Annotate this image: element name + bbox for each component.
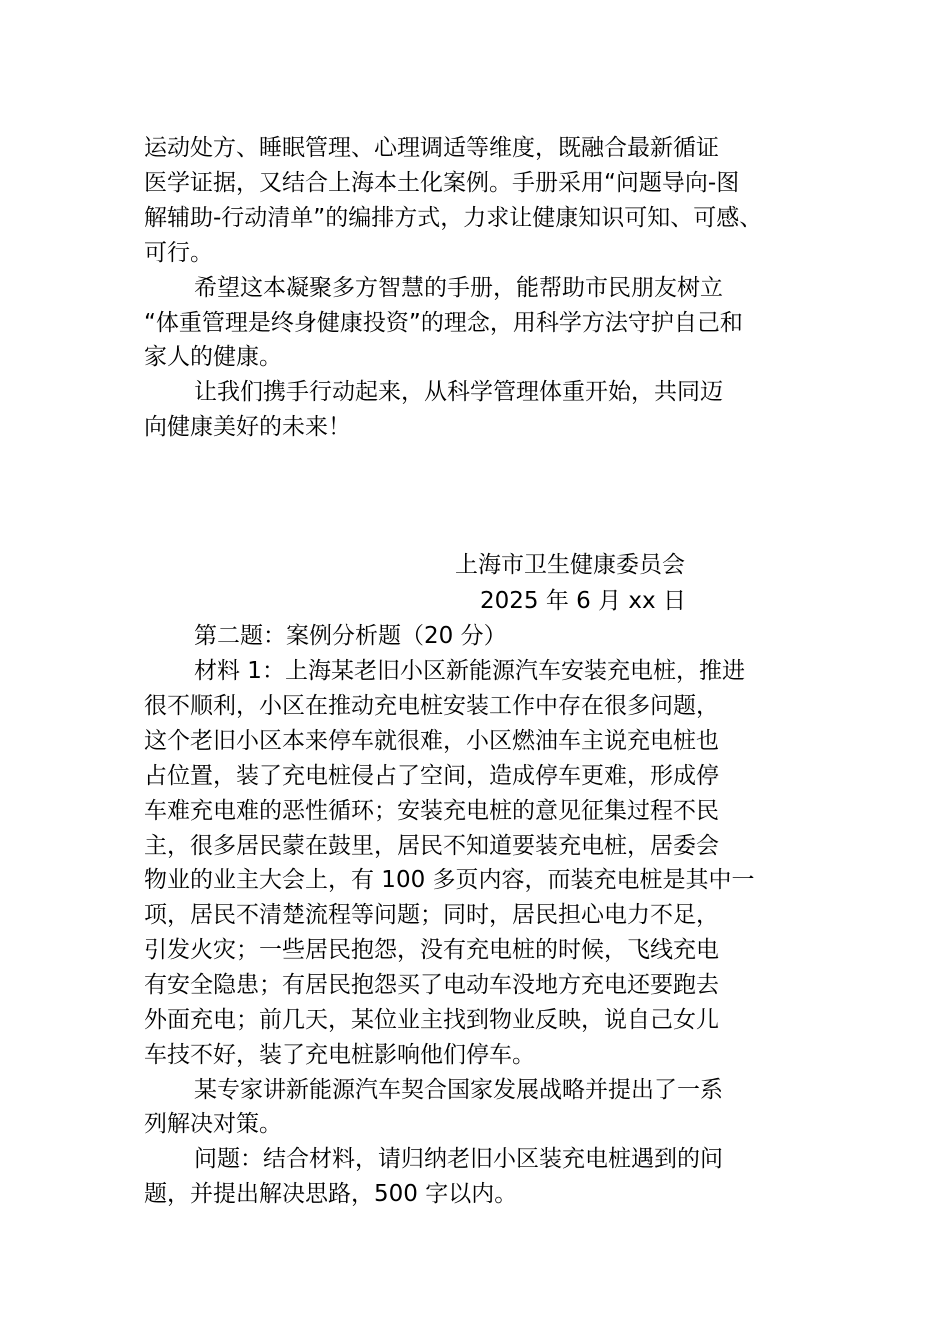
- question-heading: 第二题：案例分析题（20 分）: [194, 623, 507, 649]
- expert-line: 某专家讲新能源汽车契合国家发展战略并提出了一系: [194, 1077, 723, 1103]
- material-line: 物业的业主大会上，有 100 多页内容，而装充电桩是其中一: [144, 867, 755, 893]
- material-line: 车技不好，装了充电桩影响他们停车。: [144, 1042, 535, 1068]
- intro-line: 向健康美好的未来！: [144, 414, 351, 440]
- intro-line: 让我们携手行动起来，从科学管理体重开始，共同迈: [194, 379, 723, 405]
- material-line: 有安全隐患；有居民抱怨买了电动车没地方充电还要跑去: [144, 972, 719, 998]
- material-line: 很不顺利，小区在推动充电桩安装工作中存在很多问题，: [144, 693, 719, 719]
- intro-line: “体重管理是终身健康投资”的理念，用科学方法守护自己和: [144, 310, 743, 336]
- signature-date: 2025 年 6 月 xx 日: [480, 588, 686, 614]
- material-line: 主，很多居民蒙在鼓里，居民不知道要装充电桩，居委会: [144, 833, 719, 859]
- intro-line: 可行。: [144, 240, 213, 266]
- question-prompt-line: 题，并提出解决思路，500 字以内。: [144, 1181, 518, 1207]
- material-line: 引发火灾；一些居民抱怨，没有充电桩的时候，飞线充电: [144, 937, 719, 963]
- intro-line: 家人的健康。: [144, 344, 282, 370]
- material-line: 这个老旧小区本来停车就很难，小区燃油车主说充电桩也: [144, 728, 719, 754]
- material-line: 项，居民不清楚流程等问题；同时，居民担心电力不足，: [144, 902, 719, 928]
- signature-organization: 上海市卫生健康委员会: [455, 552, 685, 578]
- intro-line: 医学证据，又结合上海本土化案例。手册采用“问题导向-图: [144, 170, 740, 196]
- material-line: 外面充电；前几天，某位业主找到物业反映，说自己女儿: [144, 1007, 719, 1033]
- material-line: 车难充电难的恶性循环；安装充电桩的意见征集过程不民: [144, 798, 719, 824]
- material-line: 材料 1：上海某老旧小区新能源汽车安装充电桩，推进: [194, 658, 745, 684]
- material-line: 占位置，装了充电桩侵占了空间，造成停车更难，形成停: [144, 763, 719, 789]
- intro-line: 运动处方、睡眠管理、心理调适等维度，既融合最新循证: [144, 135, 719, 161]
- intro-line: 解辅助-行动清单”的编排方式，力求让健康知识可知、可感、: [144, 205, 763, 231]
- question-prompt-line: 问题：结合材料，请归纳老旧小区装充电桩遇到的问: [194, 1146, 723, 1172]
- intro-line: 希望这本凝聚多方智慧的手册，能帮助市民朋友树立: [194, 275, 723, 301]
- expert-line: 列解决对策。: [144, 1111, 282, 1137]
